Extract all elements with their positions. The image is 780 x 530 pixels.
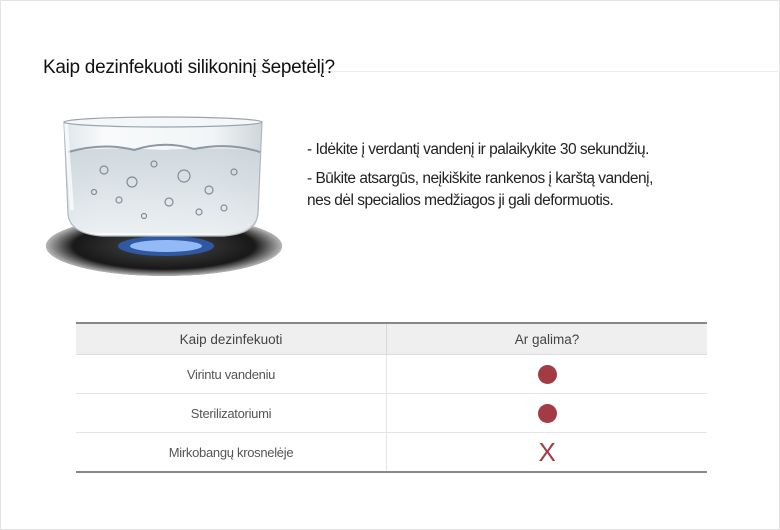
page-title: Kaip dezinfekuoti silikoninį šepetėlį? bbox=[43, 57, 335, 78]
allowed-cell bbox=[387, 433, 708, 473]
instructions bbox=[307, 139, 727, 219]
method-cell: Sterilizatoriumi bbox=[76, 394, 387, 433]
disinfection-table bbox=[76, 322, 707, 473]
table-row bbox=[76, 394, 707, 433]
allowed-dot-icon bbox=[538, 365, 557, 384]
method-cell: Virintu vandeniu bbox=[76, 355, 387, 394]
instruction-line: - Būkite atsargūs, neįkiškite rankenos į karštą vandenį, nes dėl specialios medžiagos ji gali deformuotis. bbox=[307, 170, 653, 209]
method-cell: Mirkobangų krosnelėje bbox=[76, 433, 387, 473]
table-row bbox=[76, 355, 707, 394]
column-header-method: Kaip dezinfekuoti bbox=[76, 323, 387, 355]
table-header-row bbox=[76, 323, 707, 355]
instruction-line: - Idėkite į verdantį vandenį ir palaikykite 30 sekundžių. bbox=[307, 141, 649, 158]
allowed-dot-icon bbox=[538, 404, 557, 423]
allowed-cell bbox=[387, 394, 708, 433]
column-header-allowed: Ar galima? bbox=[387, 323, 708, 355]
table-row bbox=[76, 433, 707, 473]
not-allowed-x-icon: X bbox=[538, 437, 556, 467]
boiling-pot-on-gas-stove-icon bbox=[44, 112, 286, 284]
allowed-cell bbox=[387, 355, 708, 394]
